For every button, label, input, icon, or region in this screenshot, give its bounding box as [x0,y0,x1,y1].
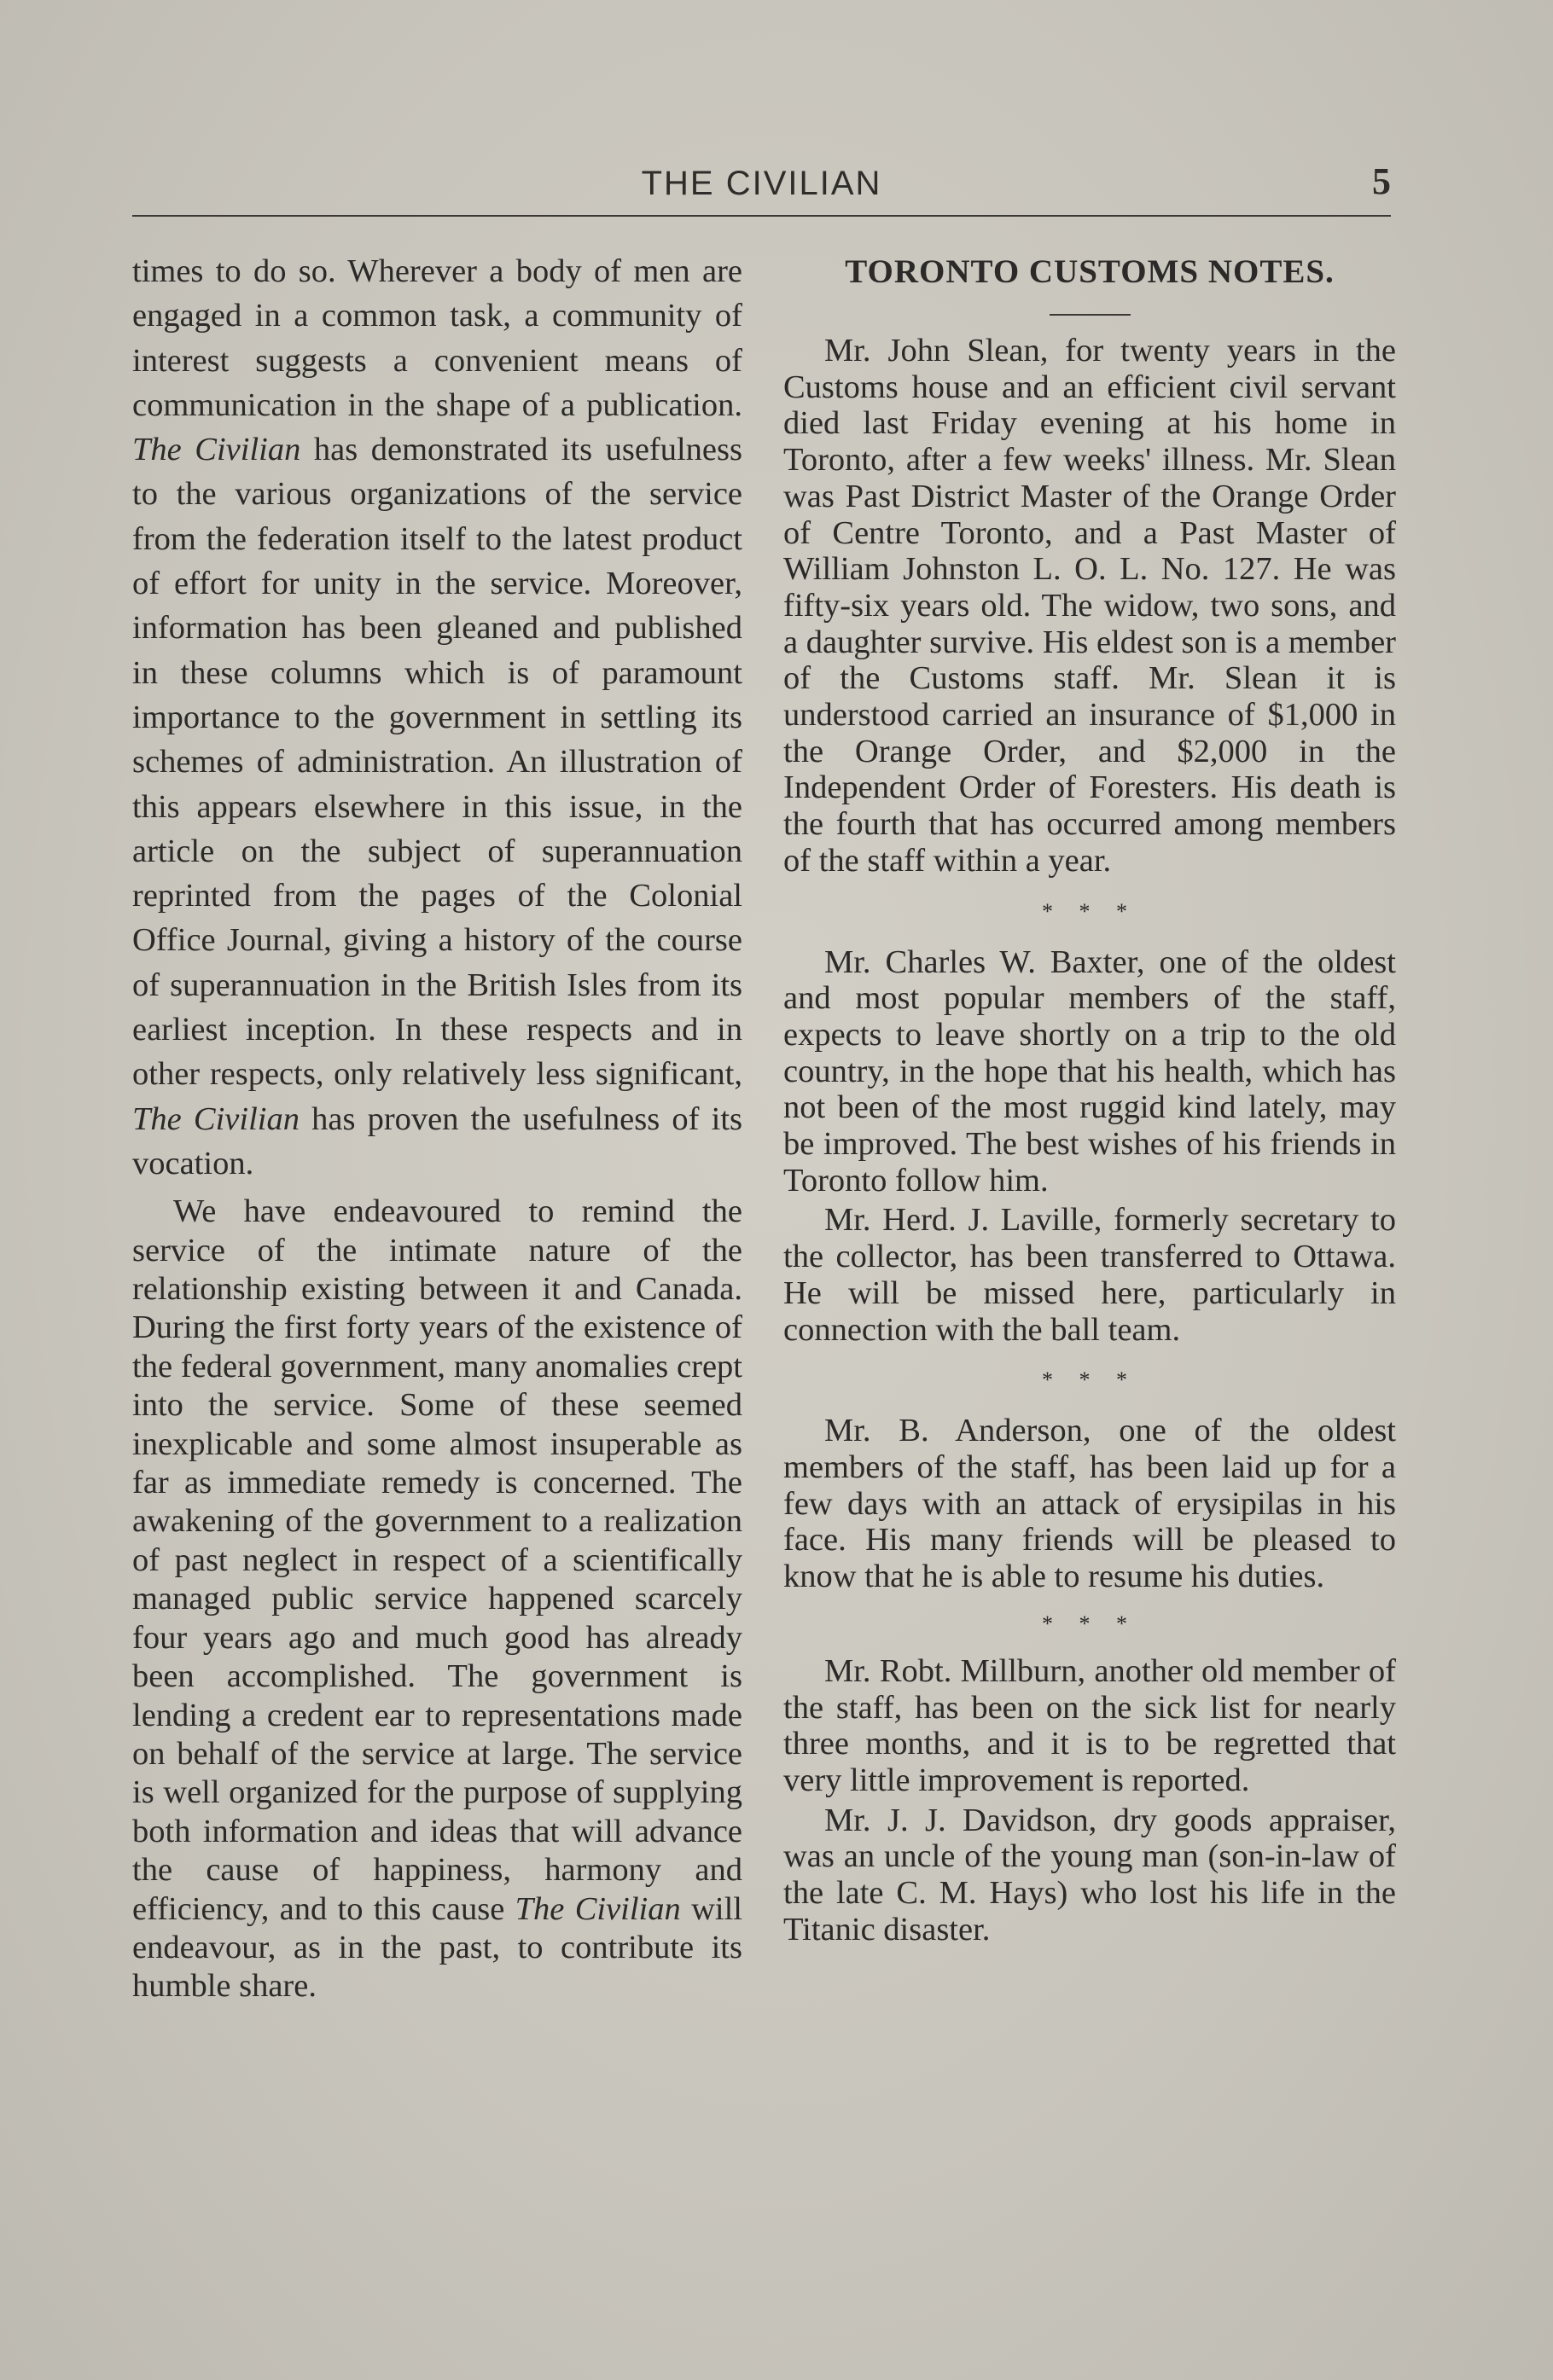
news-note-slean: Mr. John Slean, for twenty years in the Customs house and an efficient civil servant died last Friday evening at his home in Toronto, after a few weeks' illness. Mr. Slean was Past District Master of the Orange Order of Centre Toronto, and a Past Master of William Johnston L. O. L. No. 127. He was fifty-six years old. The widow, two sons, and a daughter survive. His eldest son is a member of the Customs staff. Mr. Slean it is understood carried an insurance of $1,000 in the Orange Order, and $2,000 in the Independent Order of Foresters. His death is the fourth that has occurred among members of the staff within a year. [783,333,1396,879]
news-note-anderson: Mr. B. Anderson, one of the oldest members of the staff, has been laid up for a few days with an attack of erysipilas in his face. His many friends will be pleased to know that he is able to resume his duties. [783,1413,1396,1595]
publication-title: The Civilian [132,432,301,468]
running-head [132,158,1391,209]
text-run: has proven the usefulness of its vocation. [132,1100,742,1181]
text-run: has demonstrated its usefulness to the various organizations of the service from the federation itself to the latest product of effort for unity in the service. Moreover, information has been gleaned and published in these columns which is of paramount importance to the government in settling its schemes of administration. An illustration of this appears elsewhere in this issue, in the article on the subject of superannuation reprinted from the pages of the Colonial Office Journal, giving a history of the course of superannuation in the British Isles from its earliest inception. In these respects and in other respects, only relatively less significant, [132,432,742,1093]
separator-asterisks: * * * [1042,1367,1137,1393]
right-column [783,249,1396,1948]
publication-title: The Civilian [132,1100,300,1137]
news-note-laville: Mr. Herd. J. Laville, formerly secretary to the collector, has been transferred to Ottawa. He will be missed here, particularly in connection with the ball team. [783,1202,1396,1348]
header-rule [132,215,1391,217]
left-column [132,249,742,2006]
editorial-paragraph-2 [132,1193,742,2006]
section-heading: TORONTO CUSTOMS NOTES. [845,253,1335,290]
page-number: 5 [1372,160,1391,202]
separator-asterisks: * * * [1042,1611,1137,1636]
editorial-paragraph-1 [132,249,742,1186]
journal-name: THE CIVILIAN [641,165,882,202]
separator-asterisks: * * * [1042,898,1137,924]
news-note-millburn: Mr. Robt. Millburn, another old member of the staff, has been on the sick list for nearly three months, and it is to be regretted that very little improvement is reported. [783,1652,1396,1798]
text-run: times to do so. Wherever a body of men are engaged in a common task, a community of interest suggests a convenient means of communication in the shape of a publication. [132,253,742,423]
text-run: We have endeavoured to remind the service of the intimate nature of the relationship existing between it and Canada. During the first forty years of the existence of the federal government, many anomalies crept into the service. Some of these seemed inexplicable and some almost insuperable as far as immediate remedy is concerned. The awakening of the government to a realization of past neglect in respect of a scientifically managed public service happened scarcely four years ago and much good has already been accomplished. The government is lending a credent ear to representations made on behalf of the service at large. The service is well organized for the purpose of supplying both information and ideas that will advance the cause of happiness, harmony and efficiency, and to this cause [132,1193,742,1927]
text-run: will endeavour, as in the past, to contribute its humble share. [132,1890,742,2005]
publication-title: The Civilian [515,1890,681,1927]
news-note-baxter: Mr. Charles W. Baxter, one of the oldest and most popular members of the staff, expects to leave shortly on a trip to the old country, in the hope that his health, which has not been of the most ruggid kind lately, may be improved. The best wishes of his friends in Toronto follow him. [783,943,1396,1199]
news-note-davidson: Mr. J. J. Davidson, dry goods appraiser, was an uncle of the young man (son-in-law of the late C. M. Hays) who lost his life in the Titanic disaster. [783,1802,1396,1948]
heading-rule [1050,314,1131,316]
